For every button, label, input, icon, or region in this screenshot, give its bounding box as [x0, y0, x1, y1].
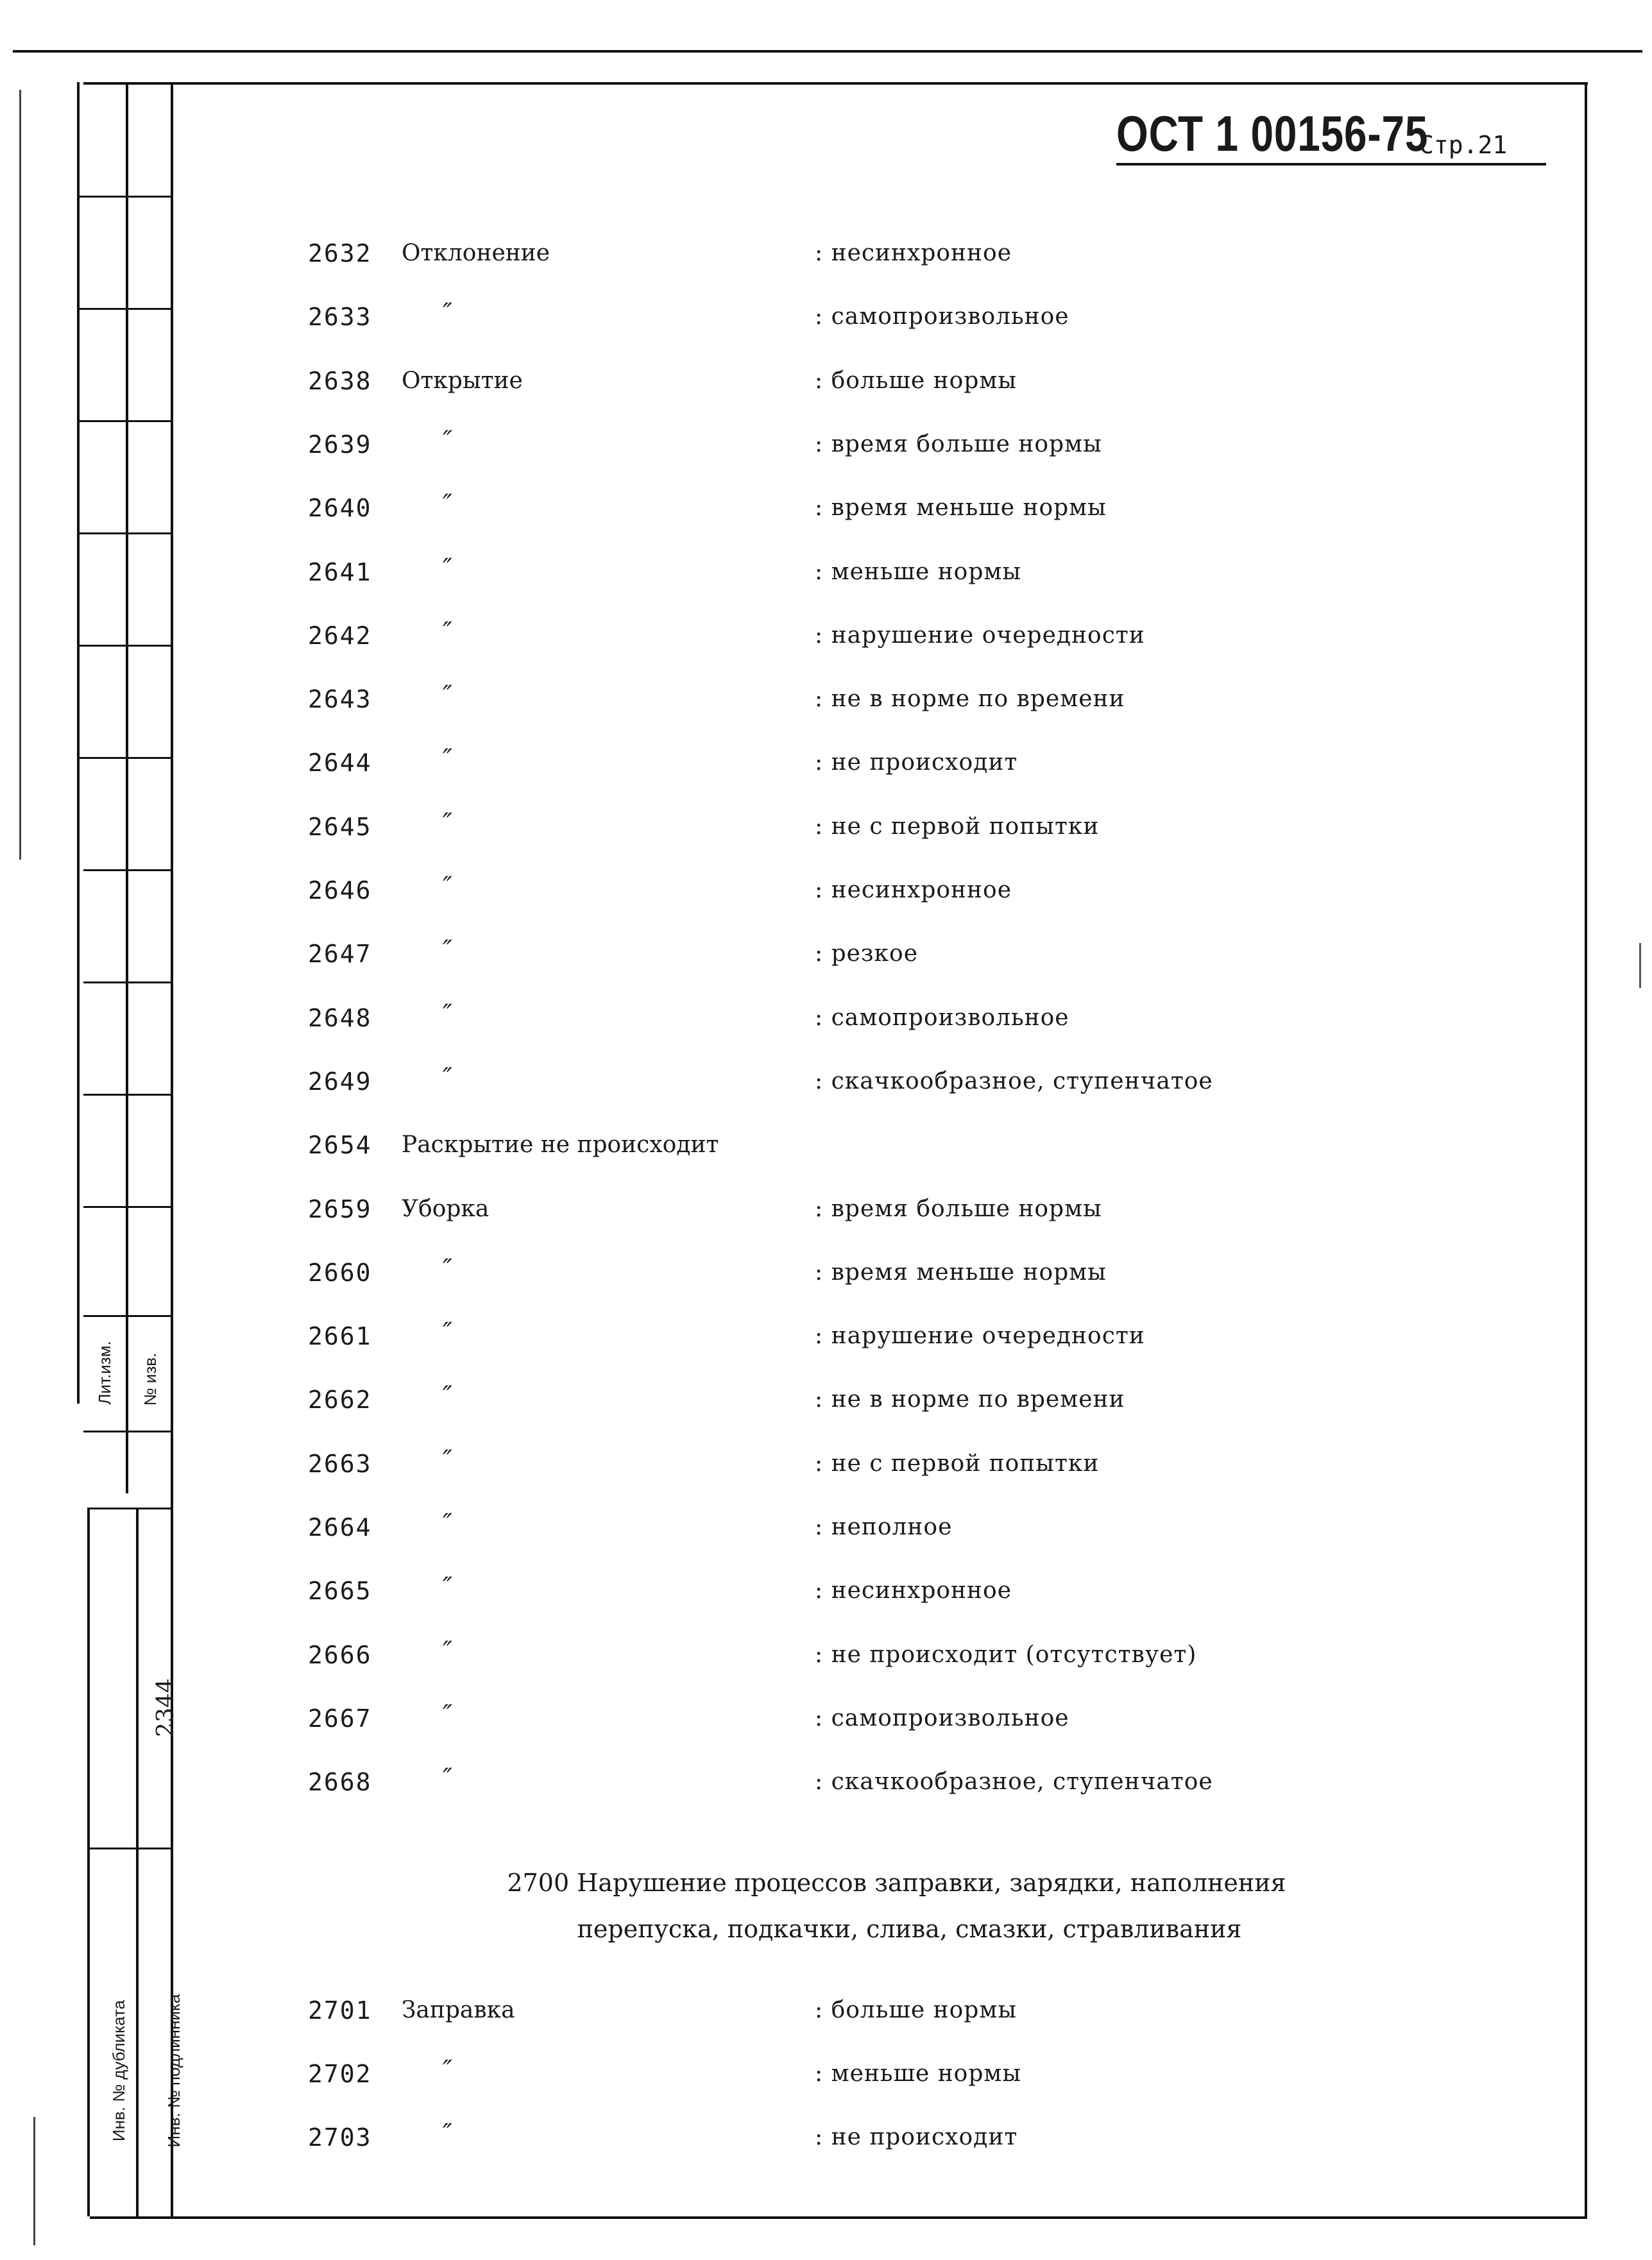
ditto-mark: ″: [443, 425, 452, 455]
entry-row: [302, 680, 1585, 718]
entry-value: : самопроизвольное: [815, 303, 1069, 330]
entry-row: [302, 1190, 1585, 1228]
ditto-mark: ″: [443, 553, 452, 583]
entry-row: [302, 2055, 1585, 2093]
entry-row: [302, 1062, 1585, 1101]
ditto-mark: ″: [443, 1636, 452, 1666]
ditto-mark: ″: [443, 1509, 452, 1538]
entry-code: 2664: [308, 1513, 372, 1542]
entry-row: [302, 1636, 1585, 1674]
entry-row: [302, 1508, 1585, 1547]
entry-code: 2648: [308, 1003, 372, 1032]
entry-value: : не с первой попытки: [815, 813, 1100, 840]
inv-podlinnika-label: Инв. № подлинника: [164, 1994, 183, 2148]
entry-row: [302, 1253, 1585, 1292]
entry-value: : время меньше нормы: [815, 1259, 1107, 1286]
entry-value: : больше нормы: [815, 367, 1017, 394]
inv-dublikata-label: Инв. № дубликата: [109, 2000, 128, 2142]
entry-code: 2641: [308, 557, 372, 586]
ditto-mark: ″: [443, 872, 452, 901]
ditto-mark: ″: [443, 2119, 452, 2148]
entry-row: [302, 808, 1585, 846]
ditto-mark: ″: [443, 489, 452, 520]
entry-code: 2666: [308, 1640, 372, 1669]
entry-term: Раскрытие не происходит: [402, 1132, 719, 1159]
entry-row: [302, 871, 1585, 910]
entry-code: 2639: [308, 430, 372, 459]
section-heading-line1: 2700 Нарушение процессов заправки, зарядки, наполнения: [507, 1869, 1286, 1897]
entry-code: 2633: [308, 303, 372, 332]
entry-value: : самопроизвольное: [815, 1704, 1069, 1731]
entry-code: 2665: [308, 1577, 372, 1606]
entry-code: 2702: [308, 2060, 372, 2088]
entry-row: [302, 489, 1585, 527]
entry-value: : не происходит: [815, 749, 1018, 776]
entry-row: [302, 1699, 1585, 1738]
entry-code: 2647: [308, 940, 372, 969]
entry-value: : скачкообразное, ступенчатое: [815, 1067, 1213, 1094]
entry-row: [302, 1763, 1585, 1801]
entry-code: 2643: [308, 685, 372, 714]
entry-value: : не происходит (отсутствует): [815, 1641, 1197, 1668]
entry-row: [302, 298, 1585, 336]
section-heading-line2: перепуска, подкачки, слива, смазки, стравливания: [577, 1915, 1242, 1943]
entry-row: [302, 1126, 1585, 1164]
ditto-mark: ″: [443, 2055, 452, 2085]
entry-row: [302, 362, 1585, 400]
ditto-mark: ″: [443, 808, 452, 838]
ditto-mark: ″: [443, 681, 452, 711]
ditto-mark: ″: [443, 744, 452, 774]
entry-code: 2646: [308, 876, 372, 905]
inv-number: 2344: [153, 1678, 179, 1737]
entry-code: 2642: [308, 621, 372, 650]
entry-term: Заправка: [402, 1997, 515, 2023]
entry-value: : резкое: [815, 940, 919, 967]
entry-row: [302, 1317, 1585, 1355]
entry-row: [302, 1381, 1585, 1419]
ditto-mark: ″: [443, 999, 452, 1029]
entry-row: [302, 1572, 1585, 1610]
ditto-mark: ″: [443, 1699, 452, 1729]
entry-term: Открытие: [402, 367, 523, 394]
document-code: ОСТ 1 00156-75: [1116, 105, 1429, 162]
entry-value: : меньше нормы: [815, 558, 1022, 585]
entry-row: [302, 743, 1585, 782]
entry-code: 2638: [308, 366, 372, 395]
entry-value: : не с первой попытки: [815, 1450, 1100, 1477]
no-izv-label: № изв.: [141, 1352, 160, 1406]
entry-code: 2668: [308, 1768, 372, 1797]
entry-value: : меньше нормы: [815, 2060, 1022, 2087]
entry-value: : время больше нормы: [815, 430, 1102, 457]
ditto-mark: ″: [443, 1318, 452, 1348]
entry-code: 2649: [308, 1067, 372, 1096]
entry-value: : несинхронное: [815, 240, 1012, 266]
ditto-mark: ″: [443, 616, 452, 647]
entry-value: : не происходит: [815, 2124, 1018, 2150]
entry-row: [302, 1991, 1585, 2030]
ditto-mark: ″: [443, 298, 452, 328]
entry-code: 2645: [308, 812, 372, 841]
entry-code: 2663: [308, 1449, 372, 1478]
entry-row: [302, 553, 1585, 591]
entry-row: [302, 2118, 1585, 2157]
entry-row: [302, 425, 1585, 464]
entry-row: [302, 234, 1585, 273]
entry-value: : не в норме по времени: [815, 1386, 1125, 1413]
entry-value: : скачкообразное, ступенчатое: [815, 1769, 1213, 1796]
entry-value: : несинхронное: [815, 877, 1012, 903]
entry-row: [302, 935, 1585, 973]
page-number: Стр.21: [1419, 131, 1508, 159]
entry-value: : больше нормы: [815, 1997, 1017, 2023]
entry-value: : нарушение очередности: [815, 622, 1145, 649]
ditto-mark: ″: [443, 1445, 452, 1475]
entry-code: 2632: [308, 239, 372, 268]
entry-code: 2667: [308, 1704, 372, 1733]
ditto-mark: ″: [443, 1253, 452, 1284]
entry-value: : не в норме по времени: [815, 686, 1125, 713]
entry-value: : самопроизвольное: [815, 1004, 1069, 1031]
entry-value: : время больше нормы: [815, 1195, 1102, 1222]
entry-code: 2703: [308, 2123, 372, 2152]
entry-value: : время меньше нормы: [815, 495, 1107, 522]
entry-code: 2640: [308, 494, 372, 523]
ditto-mark: ″: [443, 935, 452, 965]
entry-value: : неполное: [815, 1514, 953, 1540]
entry-code: 2662: [308, 1386, 372, 1415]
entry-value: : нарушение очередности: [815, 1323, 1145, 1350]
entry-row: [302, 1445, 1585, 1483]
entry-row: [302, 616, 1585, 655]
lit-izm-label: Лит.изм.: [95, 1341, 114, 1405]
entry-code: 2701: [308, 1996, 372, 2025]
entry-term: Уборка: [402, 1195, 490, 1222]
ditto-mark: ″: [443, 1763, 452, 1794]
entry-value: : несинхронное: [815, 1577, 1012, 1604]
ditto-mark: ″: [443, 1062, 452, 1092]
ditto-mark: ″: [443, 1572, 452, 1602]
ditto-mark: ″: [443, 1381, 452, 1411]
entry-code: 2660: [308, 1258, 372, 1287]
entry-code: 2661: [308, 1322, 372, 1351]
entry-code: 2659: [308, 1194, 372, 1223]
entry-code: 2644: [308, 749, 372, 777]
entry-row: [302, 999, 1585, 1037]
entry-code: 2654: [308, 1131, 372, 1160]
entry-term: Отклонение: [402, 240, 550, 266]
